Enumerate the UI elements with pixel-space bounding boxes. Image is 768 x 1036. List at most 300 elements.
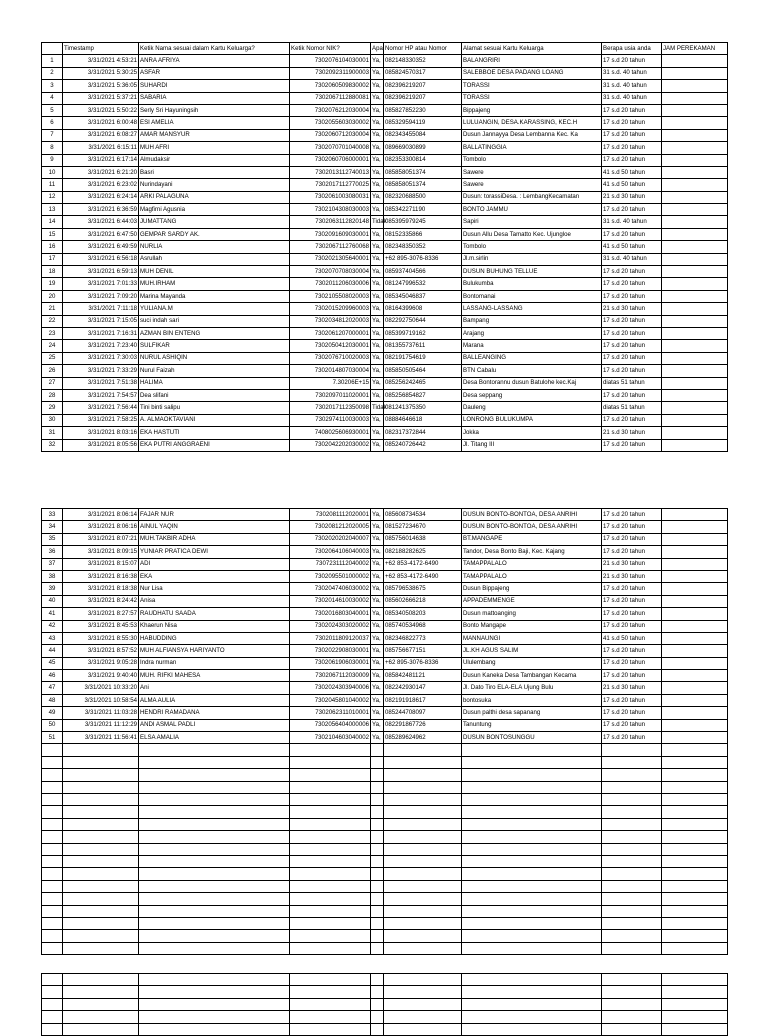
cell-nik: 7302011809120037 [290, 632, 371, 644]
cell-nik: 7302063112820148 [290, 216, 371, 228]
cell-timestamp: 3/31/2021 7:51:38 [63, 377, 139, 389]
empty-row [42, 818, 728, 830]
cell-name [139, 1011, 290, 1023]
cell-name [139, 868, 290, 880]
cell-answer: Ya, [371, 80, 384, 92]
cell-row-number [42, 769, 63, 781]
cell-age-range: 41 s.d 50 tahun [602, 179, 662, 191]
cell-answer [371, 818, 384, 830]
cell-recording-time [662, 439, 728, 451]
cell-address [462, 1023, 602, 1035]
cell-recording-time [662, 670, 728, 682]
cell-timestamp: 3/31/2021 6:23:02 [63, 179, 139, 191]
cell-answer: Ya, [371, 266, 384, 278]
cell-row-number [42, 930, 63, 942]
cell-answer [371, 986, 384, 998]
cell-timestamp: 3/31/2021 9:05:28 [63, 657, 139, 669]
cell-age-range: 41 s.d 50 tahun [602, 166, 662, 178]
cell-timestamp [63, 868, 139, 880]
cell-row-number [42, 843, 63, 855]
cell-address [462, 769, 602, 781]
cell-timestamp: 3/31/2021 7:54:57 [63, 389, 139, 401]
cell-name: MUH ALFIANSYA HARIYANTO [139, 645, 290, 657]
cell-recording-time [662, 1023, 728, 1035]
cell-recording-time [662, 204, 728, 216]
cell-address: Dusun: torassiDesa. : LembangKecamatan [462, 191, 602, 203]
cell-name: Ketik Nama sesuai dalam Kartu Keluarga? [139, 43, 290, 55]
cell-recording-time [662, 402, 728, 414]
cell-phone: 082320688500 [384, 191, 462, 203]
cell-address: Tombolo [462, 154, 602, 166]
cell-address [462, 893, 602, 905]
empty-row [42, 843, 728, 855]
cell-recording-time [662, 191, 728, 203]
cell-row-number: 44 [42, 645, 63, 657]
cell-phone: 082346822773 [384, 632, 462, 644]
table-row [42, 682, 728, 694]
cell-nik: 7302016803040001 [290, 608, 371, 620]
cell-name [139, 781, 290, 793]
cell-name: suci indah sari [139, 315, 290, 327]
cell-phone: 085756014638 [384, 533, 462, 545]
cell-recording-time [662, 154, 728, 166]
cell-recording-time [662, 694, 728, 706]
cell-answer: Ya, [371, 204, 384, 216]
cell-answer: Tidak [371, 402, 384, 414]
cell-age-range: 17 s.d 20 tahun [602, 55, 662, 67]
cell-row-number: 45 [42, 657, 63, 669]
cell-name: Almudaksir [139, 154, 290, 166]
cell-address [462, 806, 602, 818]
cell-phone: 081247996532 [384, 278, 462, 290]
cell-recording-time [662, 427, 728, 439]
cell-phone: 085256242465 [384, 377, 462, 389]
cell-answer: Ya, [371, 719, 384, 731]
table-row [42, 439, 728, 451]
cell-answer [371, 843, 384, 855]
cell-nik [290, 855, 371, 867]
cell-address: Bontomanai [462, 290, 602, 302]
cell-phone [384, 986, 462, 998]
cell-nik [290, 806, 371, 818]
cell-answer: Ya, [371, 365, 384, 377]
cell-age-range: 17 s.d 20 tahun [602, 340, 662, 352]
cell-timestamp: Timestamp [63, 43, 139, 55]
cell-recording-time [662, 278, 728, 290]
cell-nik: 7302055603030002 [290, 117, 371, 129]
cell-recording-time [662, 80, 728, 92]
cell-timestamp: 3/31/2021 10:33:20 [63, 682, 139, 694]
cell-recording-time [662, 620, 728, 632]
cell-timestamp: 3/31/2021 7:58:25 [63, 414, 139, 426]
cell-age-range: 17 s.d 20 tahun [602, 707, 662, 719]
cell-recording-time [662, 682, 728, 694]
table-row [42, 732, 728, 744]
cell-answer [371, 769, 384, 781]
cell-nik [290, 769, 371, 781]
cell-row-number: 12 [42, 191, 63, 203]
cell-phone [384, 855, 462, 867]
cell-name: Nurul Faizah [139, 365, 290, 377]
table-row [42, 266, 728, 278]
cell-address: DUSUN BONTOSUNGGU [462, 732, 602, 744]
cell-name: SUHARDI [139, 80, 290, 92]
cell-nik [290, 793, 371, 805]
cell-answer: Ya, [371, 129, 384, 141]
table-row [42, 241, 728, 253]
cell-name: JUMATTANG [139, 216, 290, 228]
cell-address: Tombolo [462, 241, 602, 253]
cell-name: Tini binti salipu [139, 402, 290, 414]
empty-row [42, 855, 728, 867]
cell-address: Dusun Bippajeng [462, 583, 602, 595]
cell-nik [290, 986, 371, 998]
cell-answer: Ya, [371, 682, 384, 694]
cell-timestamp: 3/31/2021 6:17:14 [63, 154, 139, 166]
cell-address: BT.MANGAPE [462, 533, 602, 545]
cell-age-range: 17 s.d 20 tahun [602, 228, 662, 240]
cell-timestamp [63, 942, 139, 954]
cell-nik [290, 917, 371, 929]
empty-row [42, 1023, 728, 1035]
cell-phone [384, 756, 462, 768]
cell-age-range [602, 942, 662, 954]
cell-timestamp: 3/31/2021 8:09:15 [63, 546, 139, 558]
cell-address: Sapiri [462, 216, 602, 228]
cell-recording-time [662, 509, 728, 521]
cell-recording-time [662, 608, 728, 620]
cell-address: Jokka [462, 427, 602, 439]
cell-address: LASSANG-LASSANG [462, 303, 602, 315]
cell-timestamp: 3/31/2021 8:06:14 [63, 509, 139, 521]
cell-address: BONTO JAMMU [462, 204, 602, 216]
cell-address [462, 905, 602, 917]
cell-phone [384, 1011, 462, 1023]
cell-recording-time [662, 228, 728, 240]
cell-timestamp: 3/31/2021 6:00:48 [63, 117, 139, 129]
cell-age-range: 17 s.d 20 tahun [602, 352, 662, 364]
cell-row-number [42, 756, 63, 768]
cell-row-number: 51 [42, 732, 63, 744]
cell-phone [384, 793, 462, 805]
cell-age-range: 31 s.d. 40 tahun [602, 67, 662, 79]
cell-phone: 085608734534 [384, 509, 462, 521]
cell-answer: Ya, [371, 191, 384, 203]
table-row [42, 142, 728, 154]
table-row [42, 707, 728, 719]
cell-phone: 085244708097 [384, 707, 462, 719]
cell-name: Asrullah [139, 253, 290, 265]
cell-answer [371, 744, 384, 756]
cell-nik: 7302067112030009 [290, 670, 371, 682]
cell-timestamp [63, 756, 139, 768]
cell-age-range [602, 744, 662, 756]
cell-recording-time [662, 793, 728, 805]
cell-age-range: Berapa usia anda [602, 43, 662, 55]
cell-nik: 7302045801040002 [290, 694, 371, 706]
cell-answer: Ya, [371, 55, 384, 67]
cell-nik: 7302061207000001 [290, 327, 371, 339]
cell-nik [290, 756, 371, 768]
cell-address: Marana [462, 340, 602, 352]
cell-recording-time [662, 533, 728, 545]
table-row [42, 55, 728, 67]
cell-age-range: 21 s.d 30 tahun [602, 303, 662, 315]
cell-row-number: 50 [42, 719, 63, 731]
table-row [42, 315, 728, 327]
cell-address: APPADEMMENGE [462, 595, 602, 607]
sheet-page-2 [41, 508, 728, 955]
cell-recording-time [662, 67, 728, 79]
cell-age-range: 17 s.d 20 tahun [602, 290, 662, 302]
cell-age-range: 17 s.d 20 tahun [602, 154, 662, 166]
cell-name: EKA [139, 570, 290, 582]
cell-name: ALMA AULIA [139, 694, 290, 706]
cell-row-number [42, 855, 63, 867]
cell-row-number [42, 744, 63, 756]
cell-nik [290, 744, 371, 756]
cell-age-range: 41 s.d 50 tahun [602, 632, 662, 644]
cell-name [139, 986, 290, 998]
cell-address: Jl.m.sirlin [462, 253, 602, 265]
cell-recording-time [662, 266, 728, 278]
cell-age-range: 17 s.d 20 tahun [602, 327, 662, 339]
cell-recording-time [662, 117, 728, 129]
table-row [42, 402, 728, 414]
cell-timestamp [63, 793, 139, 805]
cell-phone [384, 917, 462, 929]
cell-row-number: 18 [42, 266, 63, 278]
cell-phone: 082353300814 [384, 154, 462, 166]
cell-address: Desa Bontorannu dusun Batulohe kec.Kaj [462, 377, 602, 389]
cell-timestamp [63, 974, 139, 986]
cell-answer: Ya, [371, 439, 384, 451]
cell-timestamp: 3/31/2021 6:47:50 [63, 228, 139, 240]
cell-name: HALIMA [139, 377, 290, 389]
cell-age-range: 17 s.d 20 tahun [602, 278, 662, 290]
cell-address: Sawere [462, 179, 602, 191]
cell-age-range: 17 s.d 20 tahun [602, 104, 662, 116]
cell-timestamp: 3/31/2021 5:36:05 [63, 80, 139, 92]
cell-name: A. ALMAOKTAVIANI [139, 414, 290, 426]
table-row [42, 340, 728, 352]
cell-nik: 7302067112880081 [290, 92, 371, 104]
cell-nik: 7302061003080031 [290, 191, 371, 203]
cell-nik: Ketik Nomor NIK? [290, 43, 371, 55]
cell-answer: Ya, [371, 154, 384, 166]
cell-recording-time [662, 744, 728, 756]
table-row [42, 365, 728, 377]
cell-address [462, 793, 602, 805]
cell-name: ARKI PALAGUNA [139, 191, 290, 203]
cell-name: NURLIA [139, 241, 290, 253]
cell-nik [290, 905, 371, 917]
cell-age-range [602, 769, 662, 781]
table-row [42, 521, 728, 533]
cell-nik [290, 843, 371, 855]
cell-address: Dusun palthi desa sapanang [462, 707, 602, 719]
cell-timestamp: 3/31/2021 7:11:18 [63, 303, 139, 315]
cell-row-number: 11 [42, 179, 63, 191]
cell-row-number: 23 [42, 327, 63, 339]
cell-timestamp [63, 781, 139, 793]
cell-phone: 08884646618 [384, 414, 462, 426]
cell-age-range: 17 s.d 20 tahun [602, 546, 662, 558]
cell-address [462, 917, 602, 929]
cell-phone [384, 880, 462, 892]
cell-address [462, 986, 602, 998]
cell-age-range: 31 s.d. 40 tahun [602, 92, 662, 104]
cell-recording-time [662, 942, 728, 954]
cell-address: BALANGRIRI [462, 55, 602, 67]
cell-name: EKA HASTUTI [139, 427, 290, 439]
cell-nik [290, 998, 371, 1010]
cell-age-range: 17 s.d 20 tahun [602, 129, 662, 141]
cell-address [462, 781, 602, 793]
cell-phone [384, 806, 462, 818]
cell-timestamp: 3/31/2021 6:49:59 [63, 241, 139, 253]
cell-nik [290, 880, 371, 892]
table-row [42, 166, 728, 178]
cell-age-range: 17 s.d 20 tahun [602, 521, 662, 533]
cell-nik: 7302104603040002 [290, 732, 371, 744]
cell-name: Dea slifani [139, 389, 290, 401]
cell-timestamp: 3/31/2021 11:12:29 [63, 719, 139, 731]
cell-address: BALLEANGING [462, 352, 602, 364]
cell-age-range: 17 s.d 20 tahun [602, 365, 662, 377]
cell-phone: 082396219207 [384, 92, 462, 104]
cell-row-number [42, 1011, 63, 1023]
cell-phone: 085796538675 [384, 583, 462, 595]
cell-recording-time [662, 732, 728, 744]
cell-row-number [42, 1023, 63, 1035]
cell-age-range [602, 756, 662, 768]
cell-phone [384, 893, 462, 905]
cell-address [462, 831, 602, 843]
table-row [42, 414, 728, 426]
cell-nik [290, 1023, 371, 1035]
cell-timestamp: 3/31/2021 8:06:16 [63, 521, 139, 533]
cell-address: DUSUN BUHUNG TELLUE [462, 266, 602, 278]
cell-answer: Ya, [371, 558, 384, 570]
cell-address: Dusun Jannayya Desa Lembanna Kec. Ka [462, 129, 602, 141]
empty-row [42, 974, 728, 986]
cell-nik: 7408025606930001 [290, 427, 371, 439]
cell-phone: 085399719162 [384, 327, 462, 339]
cell-timestamp: 3/31/2021 8:18:38 [63, 583, 139, 595]
cell-phone: 08152335866 [384, 228, 462, 240]
cell-nik: 7302034812020003 [290, 315, 371, 327]
cell-age-range: 21 s.d 30 tahun [602, 682, 662, 694]
cell-row-number: 9 [42, 154, 63, 166]
cell-timestamp: 3/31/2021 6:44:03 [63, 216, 139, 228]
cell-recording-time [662, 930, 728, 942]
cell-name: EKA PUTRI ANGGRAENI [139, 439, 290, 451]
cell-timestamp: 3/31/2021 7:09:20 [63, 290, 139, 302]
cell-row-number [42, 781, 63, 793]
cell-recording-time [662, 974, 728, 986]
cell-recording-time [662, 241, 728, 253]
cell-nik: 7302070708030004 [290, 266, 371, 278]
cell-timestamp [63, 1011, 139, 1023]
cell-timestamp: 3/31/2021 7:15:05 [63, 315, 139, 327]
cell-row-number: 13 [42, 204, 63, 216]
cell-nik [290, 831, 371, 843]
empty-row [42, 893, 728, 905]
cell-address [462, 942, 602, 954]
cell-nik [290, 942, 371, 954]
cell-answer: Ya, [371, 352, 384, 364]
cell-name [139, 769, 290, 781]
cell-recording-time [662, 352, 728, 364]
cell-phone: 082317372844 [384, 427, 462, 439]
cell-name: ELSA AMALIA [139, 732, 290, 744]
cell-nik: 7302022908030001 [290, 645, 371, 657]
cell-timestamp: 3/31/2021 7:30:03 [63, 352, 139, 364]
cell-name: Marina Mayanda [139, 290, 290, 302]
empty-row [42, 793, 728, 805]
cell-nik: 7302017112770025 [290, 179, 371, 191]
cell-timestamp: 3/31/2021 5:50:22 [63, 104, 139, 116]
cell-nik: 7302104308030003 [290, 204, 371, 216]
cell-row-number: 49 [42, 707, 63, 719]
cell-recording-time [662, 142, 728, 154]
cell-age-range: 17 s.d 20 tahun [602, 670, 662, 682]
cell-timestamp: 3/31/2021 9:40:40 [63, 670, 139, 682]
cell-answer: Ya, [371, 632, 384, 644]
cell-timestamp: 3/31/2021 8:03:16 [63, 427, 139, 439]
cell-address: Desa seppang [462, 389, 602, 401]
cell-recording-time [662, 880, 728, 892]
table-row [42, 117, 728, 129]
cell-age-range: 17 s.d 20 tahun [602, 117, 662, 129]
cell-row-number: 4 [42, 92, 63, 104]
cell-name: SABARIA [139, 92, 290, 104]
cell-name: Indra nurman [139, 657, 290, 669]
cell-recording-time [662, 855, 728, 867]
table-row [42, 327, 728, 339]
cell-row-number [42, 986, 63, 998]
cell-nik: 7302021305640001 [290, 253, 371, 265]
table-row [42, 389, 728, 401]
cell-answer: Ya, [371, 414, 384, 426]
table-row [42, 509, 728, 521]
cell-timestamp [63, 893, 139, 905]
cell-name: YULIANA.M [139, 303, 290, 315]
cell-address: LULUANGIN, DESA.KARASSING, KEC.H [462, 117, 602, 129]
cell-answer: Ya, [371, 142, 384, 154]
cell-answer [371, 831, 384, 843]
cell-phone: Nomor HP atau Nomor [384, 43, 462, 55]
cell-address [462, 974, 602, 986]
cell-address: SALEBBOE DESA PADANG LOANG [462, 67, 602, 79]
cell-phone [384, 781, 462, 793]
empty-row [42, 806, 728, 818]
cell-row-number [42, 893, 63, 905]
cell-age-range: 21 s.d 30 tahun [602, 427, 662, 439]
cell-phone: +62 895-3076-8336 [384, 657, 462, 669]
table-row [42, 632, 728, 644]
cell-answer: Ya, [371, 509, 384, 521]
empty-row [42, 769, 728, 781]
cell-name: SULFIKAR [139, 340, 290, 352]
cell-answer: Ya, [371, 179, 384, 191]
cell-row-number: 38 [42, 570, 63, 582]
cell-answer: Ya, [371, 166, 384, 178]
cell-recording-time [662, 55, 728, 67]
sheet-page-3 [41, 973, 728, 1036]
cell-recording-time [662, 290, 728, 302]
